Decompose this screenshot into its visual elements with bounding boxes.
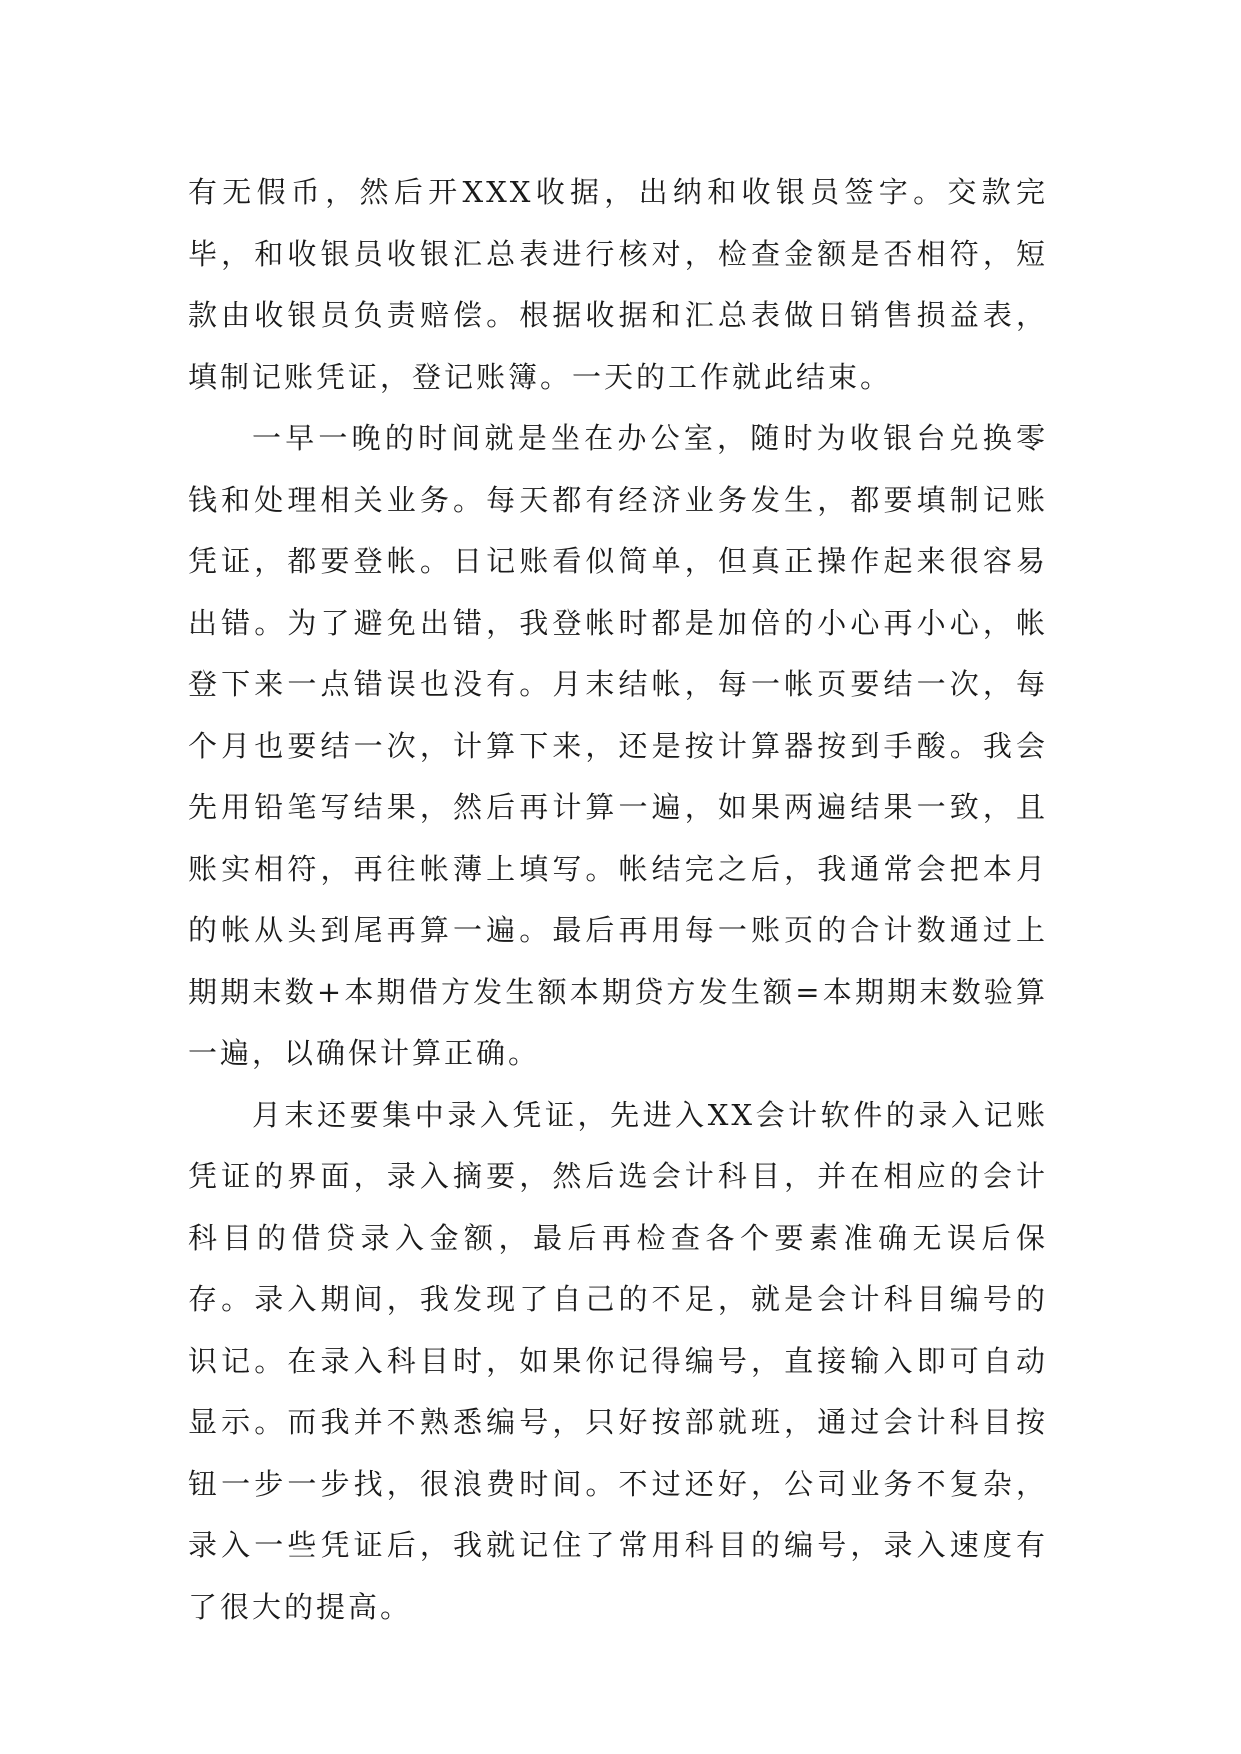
document-body bbox=[188, 162, 1048, 1638]
paragraph-voucher-entry: 月末还要集中录入凭证，先进入XX会计软件的录入记账凭证的界面，录入摘要，然后选会计科目，并在相应的会计科目的借贷录入金额，最后再检查各个要素准确无误后保存。录入期间，我发现了自己的不足，就是会计科目编号的识记。在录入科目时，如果你记得编号，直接输入即可自动显示。而我并不熟悉编号，只好按部就班，通过会计科目按钮一步一步找，很浪费时间。不过还好，公司业务不复杂，录入一些凭证后，我就记住了常用科目的编号，录入速度有了很大的提高。 bbox=[188, 1097, 1048, 1624]
paragraph-daily-bookkeeping: 一早一晚的时间就是坐在办公室，随时为收银台兑换零钱和处理相关业务。每天都有经济业务发生，都要填制记账凭证，都要登帐。日记账看似简单，但真正操作起来很容易出错。为了避免出错，我登帐时都是加倍的小心再小心，帐登下来一点错误也没有。月末结帐，每一帐页要结一次，每个月也要结一次，计算下来，还是按计算器按到手酸。我会先用铅笔写结果，然后再计算一遍，如果两遍结果一致，且账实相符，再往帐薄上填写。帐结完之后，我通常会把本月的帐从头到尾再算一遍。最后再用每一账页的合计数通过上期期末数+本期借方发生额本期贷方发生额=本期期末数验算一遍，以确保计算正确。 bbox=[188, 421, 1048, 1070]
paragraph-cash-receipt: 有无假币，然后开XXX收据，出纳和收银员签字。交款完毕，和收银员收银汇总表进行核对，检查金额是否相符，短款由收银员负责赔偿。根据收据和汇总表做日销售损益表，填制记账凭证，登记账簿。一天的工作就此结束。 bbox=[188, 175, 1048, 394]
